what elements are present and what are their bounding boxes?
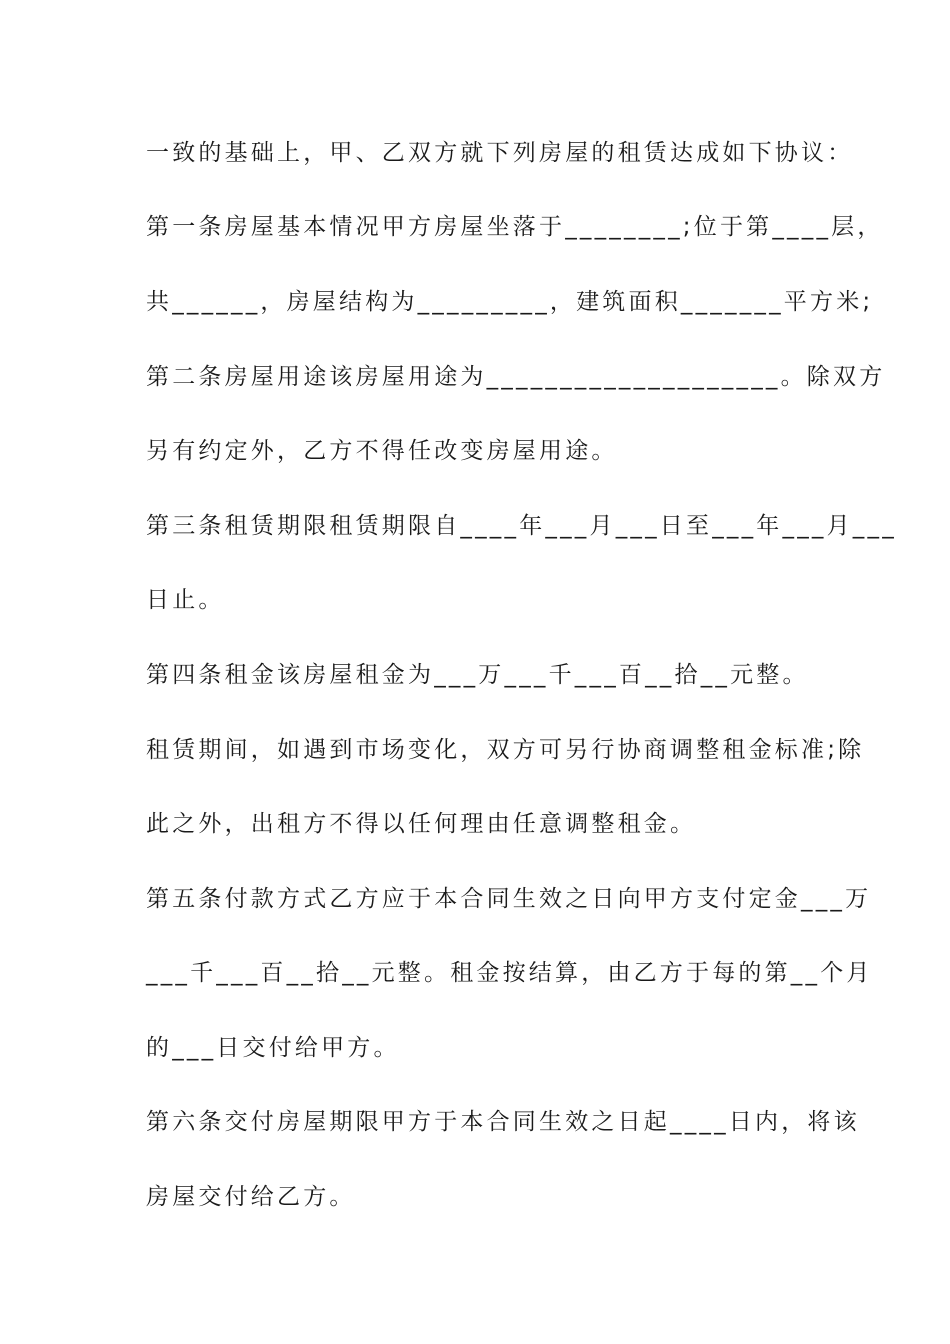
- text-line: ___千___百__拾__元整。租金按结算，由乙方于每的第__个月: [146, 960, 873, 986]
- text-line: 租赁期间，如遇到市场变化，双方可另行协商调整租金标准;除: [146, 737, 865, 763]
- text-line: 的___日交付给甲方。: [146, 1035, 400, 1061]
- text-line: 第二条房屋用途该房屋用途为____________________。除双方: [146, 364, 886, 390]
- text-line: 第五条付款方式乙方应于本合同生效之日向甲方支付定金___万: [146, 886, 872, 912]
- text-line: 共______，房屋结构为_________，建筑面积_______平方米;: [146, 289, 874, 315]
- text-line: 日止。: [146, 587, 225, 613]
- text-line: 第一条房屋基本情况甲方房屋坐落于________;位于第____层，: [146, 214, 884, 240]
- text-line: 第三条租赁期限租赁期限自____年___月___日至___年___月___: [146, 513, 897, 539]
- text-line: 第四条租金该房屋租金为___万___千___百__拾__元整。: [146, 662, 809, 688]
- text-line: 一致的基础上，甲、乙双方就下列房屋的租赁达成如下协议：: [146, 140, 854, 166]
- text-line: 此之外，出租方不得以任何理由任意调整租金。: [146, 811, 697, 837]
- text-line: 第六条交付房屋期限甲方于本合同生效之日起____日内，将该: [146, 1109, 860, 1135]
- text-line: 另有约定外，乙方不得任改变房屋用途。: [146, 438, 618, 464]
- text-line: 房屋交付给乙方。: [146, 1184, 356, 1210]
